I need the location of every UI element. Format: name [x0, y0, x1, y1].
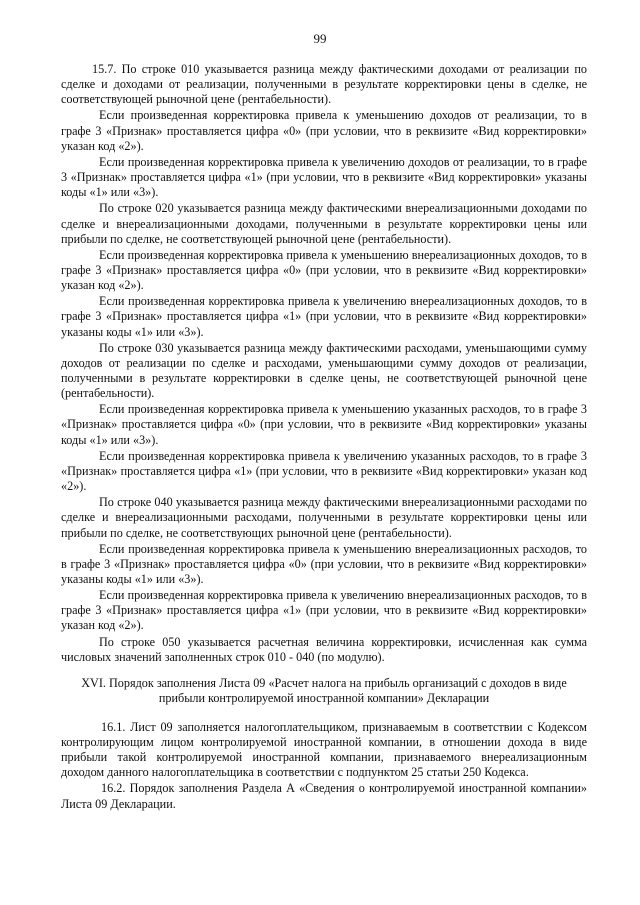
paragraph-16-1: 16.1. Лист 09 заполняется налогоплательщиком, признаваемым в соответствии с Кодексом контролирующим лицом контролируемой иностранной компании, в отношении дохода в виде прибыли такой контролируемой иностранной компании, признаваемого внереализационным доходом данного налогоплательщика в соответствии с подпунктом 25 статьи 250 Кодекса. [61, 719, 587, 780]
page-number: 99 [313, 31, 327, 46]
paragraph: Если произведенная корректировка привела к уменьшению указанных расходов, то в графе 3 «Признак» проставляется цифра «0» (при условии, что в реквизите «Вид корректировки» указаны коды «1» или «3»). [61, 402, 587, 447]
paragraph: По строке 020 указывается разница между фактическими внереализационными доходами по сделке и внереализационными доходами, полученными в результате корректировки цены или прибыли по сделке, не соответствующей рыночной цене (рентабельности). [61, 201, 587, 246]
document-body [61, 62, 587, 813]
paragraph-16-2: 16.2. Порядок заполнения Раздела А «Сведения о контролируемой иностранной компании» Листа 09 Декларации. [61, 781, 587, 811]
paragraph: Если произведенная корректировка привела к уменьшению внереализационных расходов, то в графе 3 «Признак» проставляется цифра «0» (при условии, что в реквизите «Вид корректировки» указаны коды «1» или «3»). [61, 541, 587, 586]
paragraph: По строке 030 указывается разница между фактическими расходами, уменьшающими сумму доходов от реализации по сделке и расходами, уменьшающими сумму доходов от реализации, полученными в результате корректировки в сделке цены, не соответствующей рыночной цене (рентабельности). [61, 340, 587, 401]
section-heading: XVI. Порядок заполнения Листа 09 «Расчет налога на прибыль организаций с доходов в виде прибыли контролируемой иностранной компании» Декларации [81, 675, 567, 706]
paragraph: По строке 040 указывается разница между фактическими внереализационными расходами по сделке и внереализационными расходами, полученными в результате корректировки цены или прибыли по сделке, не соответствующих рыночной цене (рентабельности). [61, 495, 587, 540]
paragraph: По строке 050 указывается расчетная величина корректировки, исчисленная как сумма числовых значений заполненных строк 010 - 040 (по модулю). [61, 634, 587, 664]
paragraph: Если произведенная корректировка привела к увеличению доходов от реализации, то в графе 3 «Признак» проставляется цифра «1» (при условии, что в реквизите «Вид корректировки» указаны коды «1» или «3»). [61, 154, 587, 200]
paragraph-15-7: 15.7. По строке 010 указывается разница между фактическими доходами от реализации по сделке и доходами от реализации, полученными в результате корректировки цены в сделке, не соответствующей рыночной цене (рентабельности). [61, 62, 587, 107]
paragraph: Если произведенная корректировка привела к увеличению указанных расходов, то в графе 3 «Признак» проставляется цифра «1» (при условии, что в реквизите «Вид корректировки» указан код «2»). [61, 448, 587, 494]
paragraph: Если произведенная корректировка привела к увеличению внереализационных расходов, то в графе 3 «Признак» проставляется цифра «1» (при условии, что в реквизите «Вид корректировки» указан код «2»). [61, 588, 587, 633]
paragraph: Если произведенная корректировка привела к уменьшению внереализационных доходов, то в графе 3 «Признак» проставляется цифра «0» (при условии, что в реквизите «Вид корректировки» указан код «2»). [61, 247, 587, 293]
paragraph: Если произведенная корректировка привела к уменьшению доходов от реализации, то в графе 3 «Признак» проставляется цифра «0» (при условии, что в реквизите «Вид корректировки» указан код «2»). [61, 108, 587, 153]
paragraph: Если произведенная корректировка привела к увеличению внереализационных доходов, то в графе 3 «Признак» проставляется цифра «1» (при условии, что в реквизите «Вид корректировки» указаны коды «1» или «3»). [61, 294, 587, 339]
